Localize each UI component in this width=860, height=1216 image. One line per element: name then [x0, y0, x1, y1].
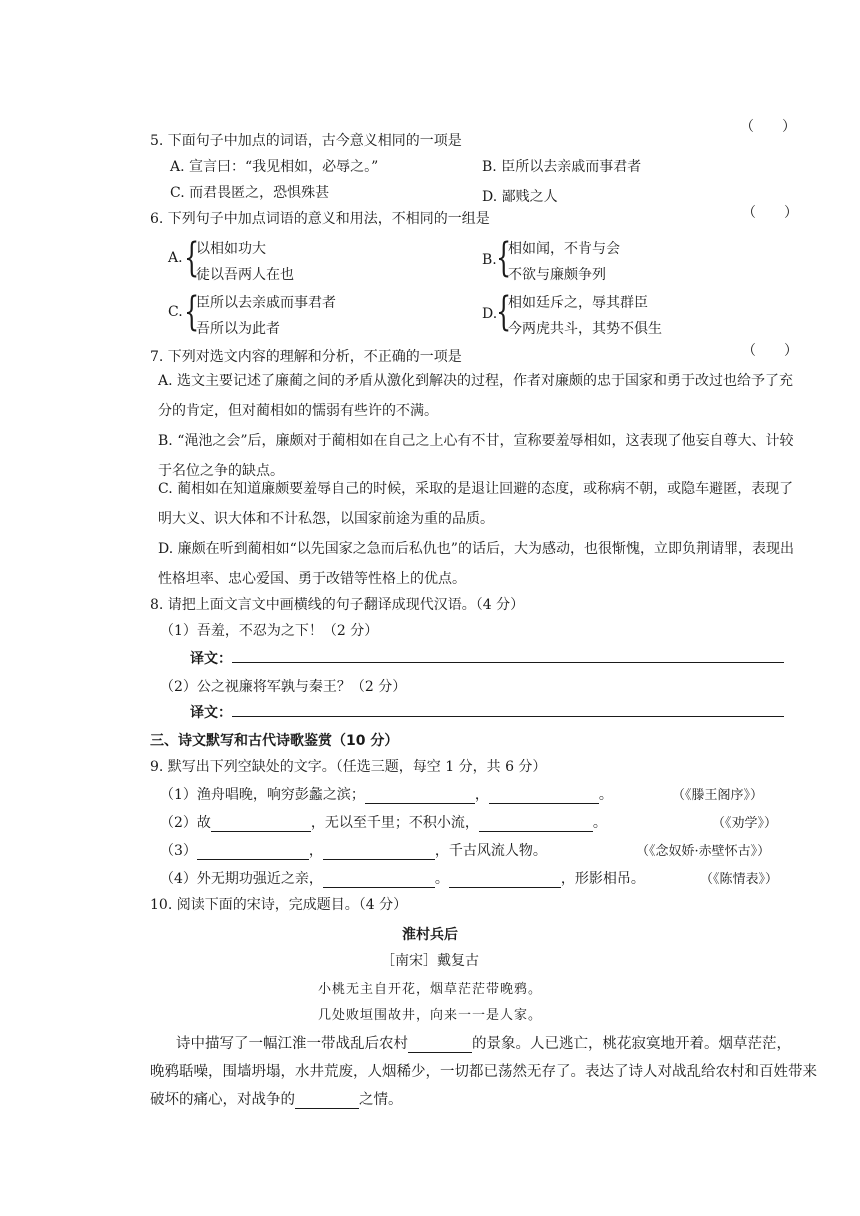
- q9-line1-comma: ，: [474, 787, 489, 803]
- q9-blank-2[interactable]: [489, 789, 599, 804]
- q9-line4-source: （《陈情表》）: [700, 872, 779, 887]
- q6-stem: 6. 下列句子中加点词语的意义和用法，不相同的一组是: [150, 211, 490, 227]
- q6-option-c-line2: 吾所以为此者: [196, 321, 280, 337]
- q9-line3-source: （《念奴娇·赤壁怀古》）: [636, 844, 771, 859]
- q5-stem: 5. 下面句子中加点的词语，古今意义相同的一项是: [150, 133, 462, 149]
- q9-line2-text: （2）故: [160, 815, 211, 831]
- q7-option-d: D. 廉颇在听到蔺相如“以先国家之急而后私仇也”的话后，大为感动，也很惭愧，立即负荆请罪，表现出性格坦率、忠心爱国、勇于改错等性格上的优点。: [158, 541, 794, 587]
- q9-line2-end: 。: [592, 815, 607, 831]
- q5-answer-paren: （ ）: [740, 119, 796, 135]
- q9-blank-3[interactable]: [211, 817, 311, 832]
- q9-line1-source: （《滕王阁序》）: [672, 788, 764, 803]
- q9-line1-text: （1）渔舟唱晚，响穷彭蠡之滨；: [160, 787, 365, 803]
- q9-blank-4[interactable]: [479, 817, 593, 832]
- q9-line4: [160, 868, 645, 888]
- q7-option-c: C. 蔺相如在知道廉颇要羞辱自己的时候，采取的是退让回避的态度，或称病不朝，或隐车避匿，表现了明大义、识大体和不计私怨，以国家前途为重的品质。: [158, 481, 794, 527]
- q9-line3-text: （3）: [160, 843, 197, 859]
- q9-line3-comma: ，: [308, 843, 323, 859]
- q9-line4-text: （4）外无期功强近之亲，: [160, 871, 323, 887]
- q10-answer-text-3: 破坏的痛心，对战争的: [150, 1092, 295, 1108]
- q7-stem: 7. 下列对选文内容的理解和分析，不正确的一项是: [150, 349, 462, 365]
- poem-author: ［南宋］戴复古: [381, 953, 479, 969]
- q5-option-c: C. 而君畏匿之，恐惧殊甚: [170, 185, 330, 201]
- poem-line-1: 小桃无主自开花，烟草茫茫带晚鸦。: [317, 982, 543, 997]
- q10-blank-1[interactable]: [408, 1038, 472, 1053]
- q6-answer-paren: （ ）: [742, 205, 798, 221]
- q6-option-b-label: B.: [482, 252, 497, 268]
- q6-option-b-line1: 相如闻，不肯与会: [508, 241, 620, 257]
- q9-line1-end: 。: [598, 787, 613, 803]
- q6-option-d-line1: 相如廷斥之，辱其群臣: [508, 295, 648, 311]
- q8-sentence-2: （2）公之视廉将军孰与秦王？（2 分）: [160, 679, 407, 695]
- q6-option-a-brace: {: [184, 235, 200, 281]
- q7-option-b: B. “渑池之会”后，廉颇对于蔺相如在自己之上心有不甘，宣称要羞辱相如，这表现了他妄自尊大、计较于名位之争的缺点。: [158, 433, 794, 479]
- q7-option-a: A. 选文主要记述了廉蔺之间的矛盾从激化到解决的过程，作者对廉颇的忠于国家和勇于改过也给予了充分的肯定，但对蔺相如的懦弱有些许的不满。: [158, 373, 794, 419]
- q9-line1: [160, 784, 613, 804]
- q9-line3-end: ，千古风流人物。: [434, 843, 547, 859]
- q10-stem: 10. 阅读下面的宋诗，完成题目。（4 分）: [150, 897, 408, 913]
- section-3-title: 三、诗文默写和古代诗歌鉴赏（10 分）: [150, 733, 399, 749]
- q9-line2: [160, 812, 607, 832]
- q8-translation-label-2: 译文：: [190, 705, 232, 721]
- q6-option-b-brace: {: [496, 235, 512, 281]
- q5-option-d: D. 鄙贱之人: [482, 189, 558, 205]
- q10-answer-line-1: [176, 1032, 791, 1053]
- q6-option-b-line2: 不欲与廉颇争列: [508, 267, 606, 283]
- q8-stem: 8. 请把上面文言文中画横线的句子翻译成现代汉语。（4 分）: [150, 597, 525, 613]
- q8-sentence-1: （1）吾羞，不忍为之下！（2 分）: [160, 623, 379, 639]
- q9-blank-1[interactable]: [365, 789, 475, 804]
- q10-answer-text-1: 诗中描写了一幅江淮一带战乱后农村: [176, 1036, 408, 1052]
- poem-title: 淮村兵后: [402, 927, 458, 943]
- q6-option-a-line1: 以相如功大: [196, 241, 266, 257]
- q8-translation-line-2[interactable]: [232, 702, 784, 717]
- q6-option-d-brace: {: [496, 289, 512, 335]
- q7-answer-paren: （ ）: [742, 343, 798, 359]
- q10-blank-2[interactable]: [295, 1094, 359, 1109]
- q5-option-b: B. 臣所以去亲戚而事君者: [482, 159, 642, 175]
- q6-option-c-brace: {: [184, 289, 200, 335]
- poem-line-2: 几处败垣围故井，向来一一是人家。: [317, 1008, 543, 1023]
- q5-option-a: A. 宣言曰：“我见相如，必辱之。”: [170, 159, 379, 175]
- q9-stem: 9. 默写出下列空缺处的文字。（任选三题，每空 1 分，共 6 分）: [150, 759, 547, 775]
- q9-line2-mid: ，无以至千里；不积小流，: [310, 815, 479, 831]
- q6-option-a-line2: 徒以吾两人在也: [196, 267, 294, 283]
- q6-option-d-line2: 今两虎共斗，其势不俱生: [508, 321, 662, 337]
- q9-blank-7[interactable]: [323, 873, 435, 888]
- q10-answer-line-2: 晚鸦聒噪，围墙坍塌，水井荒废，人烟稀少，一切都已荡然无存了。表达了诗人对战乱给农村和百姓带来: [150, 1064, 817, 1080]
- q9-blank-8[interactable]: [449, 873, 561, 888]
- q9-blank-6[interactable]: [323, 845, 435, 860]
- q6-option-a-label: A.: [168, 250, 183, 266]
- q10-answer-text-4: 之情。: [359, 1092, 403, 1108]
- q9-line2-source: （《劝学》）: [712, 816, 778, 831]
- q10-answer-text-2: 的景象。人已逃亡，桃花寂寞地开着。烟草茫茫，: [472, 1036, 791, 1052]
- q8-translation-line-1[interactable]: [232, 648, 784, 663]
- q6-option-c-line1: 臣所以去亲戚而事君者: [196, 295, 336, 311]
- q10-answer-line-3: [150, 1088, 403, 1109]
- q9-blank-5[interactable]: [197, 845, 309, 860]
- q9-line3: [160, 840, 547, 860]
- q9-line4-mid: 。: [434, 871, 449, 887]
- q8-translation-label-1: 译文：: [190, 651, 232, 667]
- q6-option-d-label: D.: [482, 306, 498, 322]
- q9-line4-end: ，形影相吊。: [560, 871, 645, 887]
- q6-option-c-label: C.: [168, 304, 183, 320]
